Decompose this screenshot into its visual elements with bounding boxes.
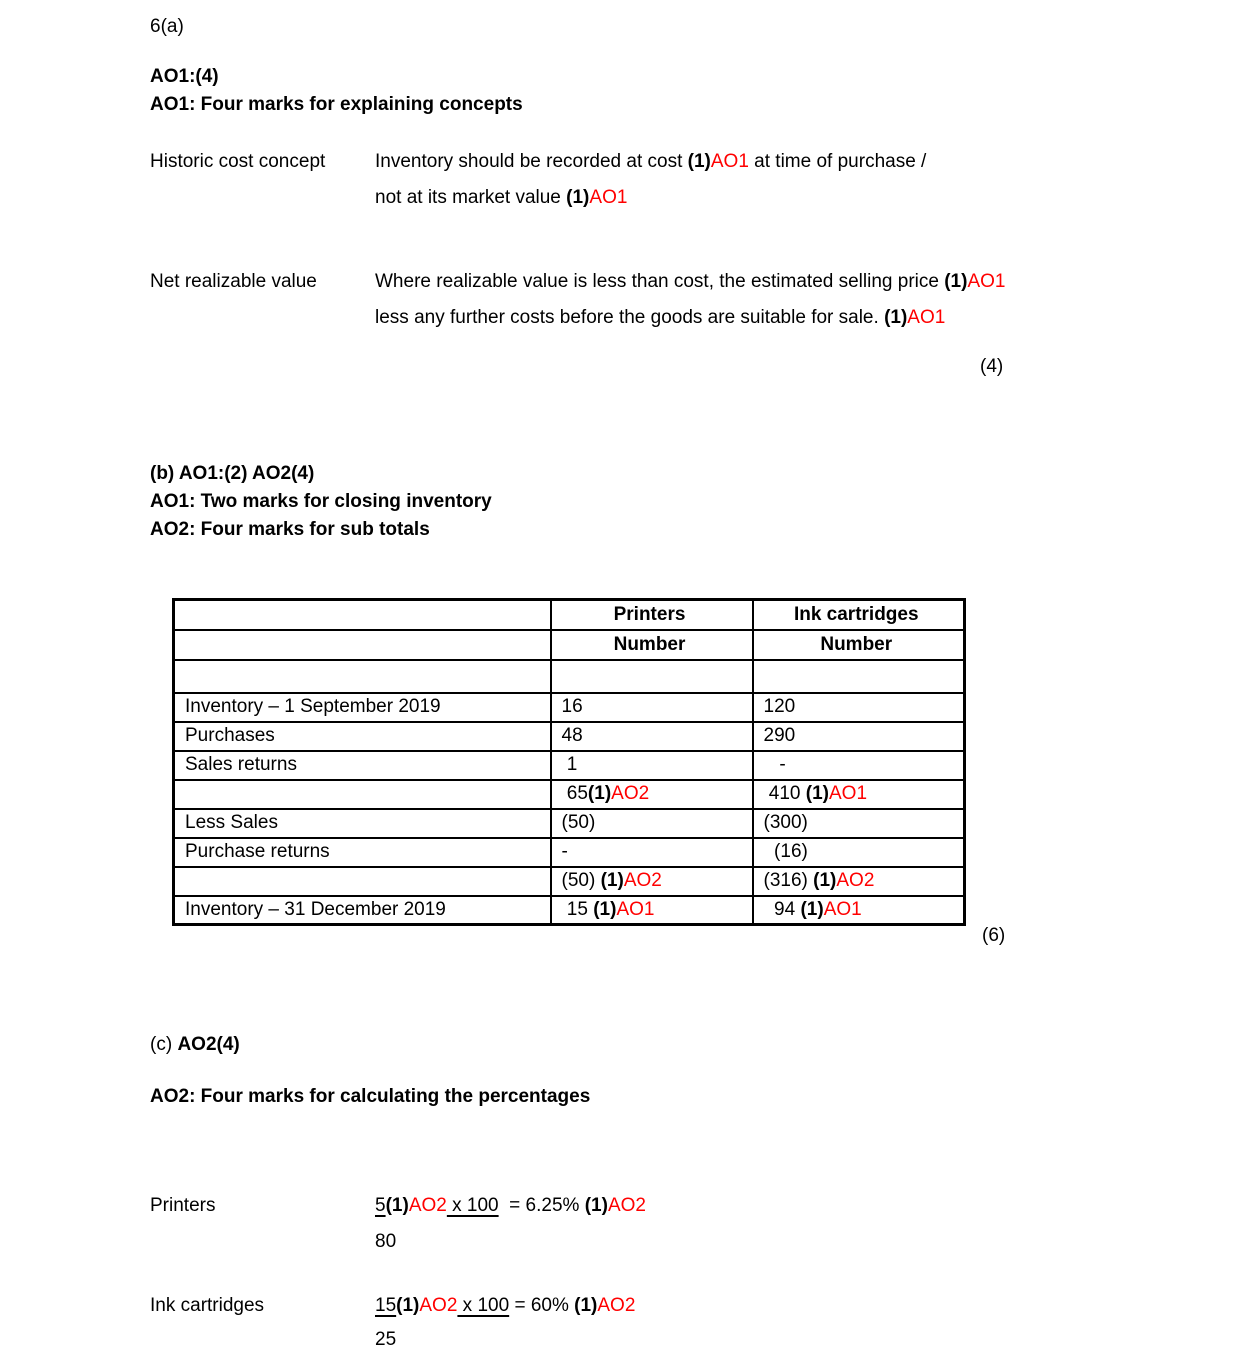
- text-run: -: [763, 754, 786, 775]
- text-run: x 100: [457, 1295, 510, 1316]
- text-run: (16): [763, 841, 808, 862]
- text-run: 94: [763, 898, 801, 920]
- question-number: 6(a): [150, 16, 184, 37]
- text-run: AO1: [907, 307, 946, 328]
- table-cell: [753, 693, 965, 722]
- inventory-table: [172, 598, 966, 926]
- text-run: (1): [687, 151, 711, 172]
- text-run: 15: [561, 898, 594, 920]
- text-run: -: [561, 841, 568, 862]
- table-cell: [551, 809, 753, 838]
- text-run: 5: [375, 1195, 386, 1216]
- table-row: [174, 600, 965, 630]
- text-run: 290: [763, 725, 796, 746]
- table-cell: [551, 660, 753, 693]
- text-run: (1): [385, 1195, 409, 1216]
- table-cell: [753, 600, 965, 630]
- table-cell: [753, 780, 965, 809]
- table-row: [174, 722, 965, 751]
- table-cell: [753, 751, 965, 780]
- table-cell: [174, 838, 551, 867]
- text-run: less any further costs before the goods are suitable for sale.: [375, 307, 885, 328]
- section-b-heading-2: AO1: Two marks for closing inventory: [150, 491, 492, 512]
- definition-line: [375, 271, 1006, 293]
- text-run: 15: [375, 1295, 397, 1316]
- text-run: (1): [396, 1295, 420, 1316]
- table-cell: [551, 896, 753, 925]
- term-net-realizable-value: Net realizable value: [150, 271, 317, 292]
- text-run: (c): [150, 1034, 178, 1055]
- text-run: AO1: [589, 187, 628, 208]
- marks-total-b: (6): [982, 925, 1006, 946]
- text-run: AO1: [823, 898, 862, 920]
- text-run: (300): [763, 812, 808, 833]
- table-cell: [551, 838, 753, 867]
- calc-denominator: 80: [375, 1231, 397, 1252]
- table-cell: [174, 630, 551, 660]
- text-run: Where realizable value is less than cost, the estimated selling price: [375, 271, 945, 292]
- text-run: = 60%: [509, 1295, 575, 1316]
- section-c-heading-2: AO2: Four marks for calculating the percentages: [150, 1086, 591, 1107]
- text-run: Number: [613, 633, 686, 655]
- text-run: (50): [561, 870, 601, 891]
- term-historic-cost-concept: Historic cost concept: [150, 151, 326, 172]
- text-run: Inventory should be recorded at cost: [375, 151, 688, 172]
- text-run: (1): [584, 1195, 608, 1216]
- section-b-heading-3: AO2: Four marks for sub totals: [150, 519, 430, 540]
- definition-line: [375, 187, 627, 209]
- definition-line: [375, 151, 926, 173]
- section-b-heading-1: (b) AO1:(2) AO2(4): [150, 463, 315, 484]
- table-cell: [174, 751, 551, 780]
- text-run: AO2: [419, 1295, 458, 1316]
- table-cell: [753, 660, 965, 693]
- text-run: AO1: [616, 898, 655, 920]
- text-run: 16: [561, 696, 583, 717]
- text-run: (1): [800, 898, 824, 920]
- calc-numerator: [375, 1295, 635, 1317]
- text-run: Purchase returns: [185, 841, 330, 862]
- table-row: [174, 630, 965, 660]
- table-cell: [551, 751, 753, 780]
- text-run: (1): [805, 783, 829, 804]
- table-cell: [174, 600, 551, 630]
- table-cell: [551, 693, 753, 722]
- calc-numerator: [375, 1195, 646, 1217]
- text-run: AO2: [408, 1195, 447, 1216]
- table-cell: [174, 867, 551, 896]
- text-run: (1): [600, 870, 624, 891]
- table-cell: [753, 896, 965, 925]
- calc-label-ink-cartridges: Ink cartridges: [150, 1295, 265, 1316]
- table-row: [174, 780, 965, 809]
- table-cell: [551, 600, 753, 630]
- text-run: 65: [561, 783, 588, 804]
- text-run: (1): [884, 307, 908, 328]
- text-run: Inventory – 31 December 2019: [185, 898, 446, 920]
- text-run: AO2: [623, 870, 662, 891]
- table-row: [174, 809, 965, 838]
- table-cell: [753, 630, 965, 660]
- text-run: x 100: [446, 1195, 499, 1216]
- text-run: AO2(4): [177, 1034, 240, 1055]
- table-cell: [753, 838, 965, 867]
- section-a-heading-2: AO1: Four marks for explaining concepts: [150, 94, 523, 115]
- table-cell: [174, 809, 551, 838]
- text-run: Less Sales: [185, 812, 278, 833]
- text-run: Number: [820, 633, 893, 655]
- text-run: Inventory – 1 September 2019: [185, 696, 441, 717]
- table-cell: [174, 896, 551, 925]
- calc-label-printers: Printers: [150, 1195, 216, 1216]
- text-run: (1): [574, 1295, 598, 1316]
- section-c-heading-1: [150, 1034, 240, 1056]
- table-cell: [551, 780, 753, 809]
- text-run: (1): [944, 271, 968, 292]
- table-cell: [753, 809, 965, 838]
- text-run: (1): [813, 870, 837, 891]
- table-cell: [174, 660, 551, 693]
- table-row: [174, 693, 965, 722]
- table-cell: [753, 867, 965, 896]
- text-run: Ink cartridges: [793, 603, 919, 625]
- text-run: Purchases: [185, 725, 275, 746]
- text-run: Sales returns: [185, 754, 297, 775]
- text-run: AO2: [611, 783, 650, 804]
- text-run: (1): [566, 187, 590, 208]
- text-run: (50): [561, 812, 596, 833]
- text-run: (316): [763, 870, 814, 891]
- text-run: 1: [561, 754, 578, 775]
- text-run: not at its market value: [375, 187, 567, 208]
- text-run: AO1: [829, 783, 868, 804]
- text-run: Printers: [613, 603, 686, 625]
- text-run: AO2: [607, 1195, 646, 1216]
- text-run: AO2: [836, 870, 875, 891]
- calc-denominator: 25: [375, 1329, 397, 1350]
- table-cell: [551, 722, 753, 751]
- table-row: [174, 867, 965, 896]
- table-row: [174, 751, 965, 780]
- text-run: (1): [587, 783, 612, 804]
- table-row: [174, 838, 965, 867]
- table-cell: [174, 722, 551, 751]
- table-row: [174, 660, 965, 693]
- text-run: AO1: [967, 271, 1006, 292]
- definition-line: [375, 307, 945, 329]
- text-run: at time of purchase /: [748, 151, 927, 172]
- text-run: (1): [593, 898, 617, 920]
- table-cell: [174, 693, 551, 722]
- text-run: 48: [561, 725, 583, 746]
- text-run: 410: [763, 783, 806, 804]
- table-cell: [551, 630, 753, 660]
- table-cell: [551, 867, 753, 896]
- table-cell: [174, 780, 551, 809]
- text-run: AO1: [710, 151, 749, 172]
- section-a-heading-1: AO1:(4): [150, 66, 219, 87]
- text-run: AO2: [597, 1295, 636, 1316]
- marks-total-a: (4): [980, 356, 1004, 377]
- table-cell: [753, 722, 965, 751]
- table-row: [174, 896, 965, 925]
- text-run: = 6.25%: [498, 1195, 585, 1216]
- text-run: 120: [763, 696, 796, 717]
